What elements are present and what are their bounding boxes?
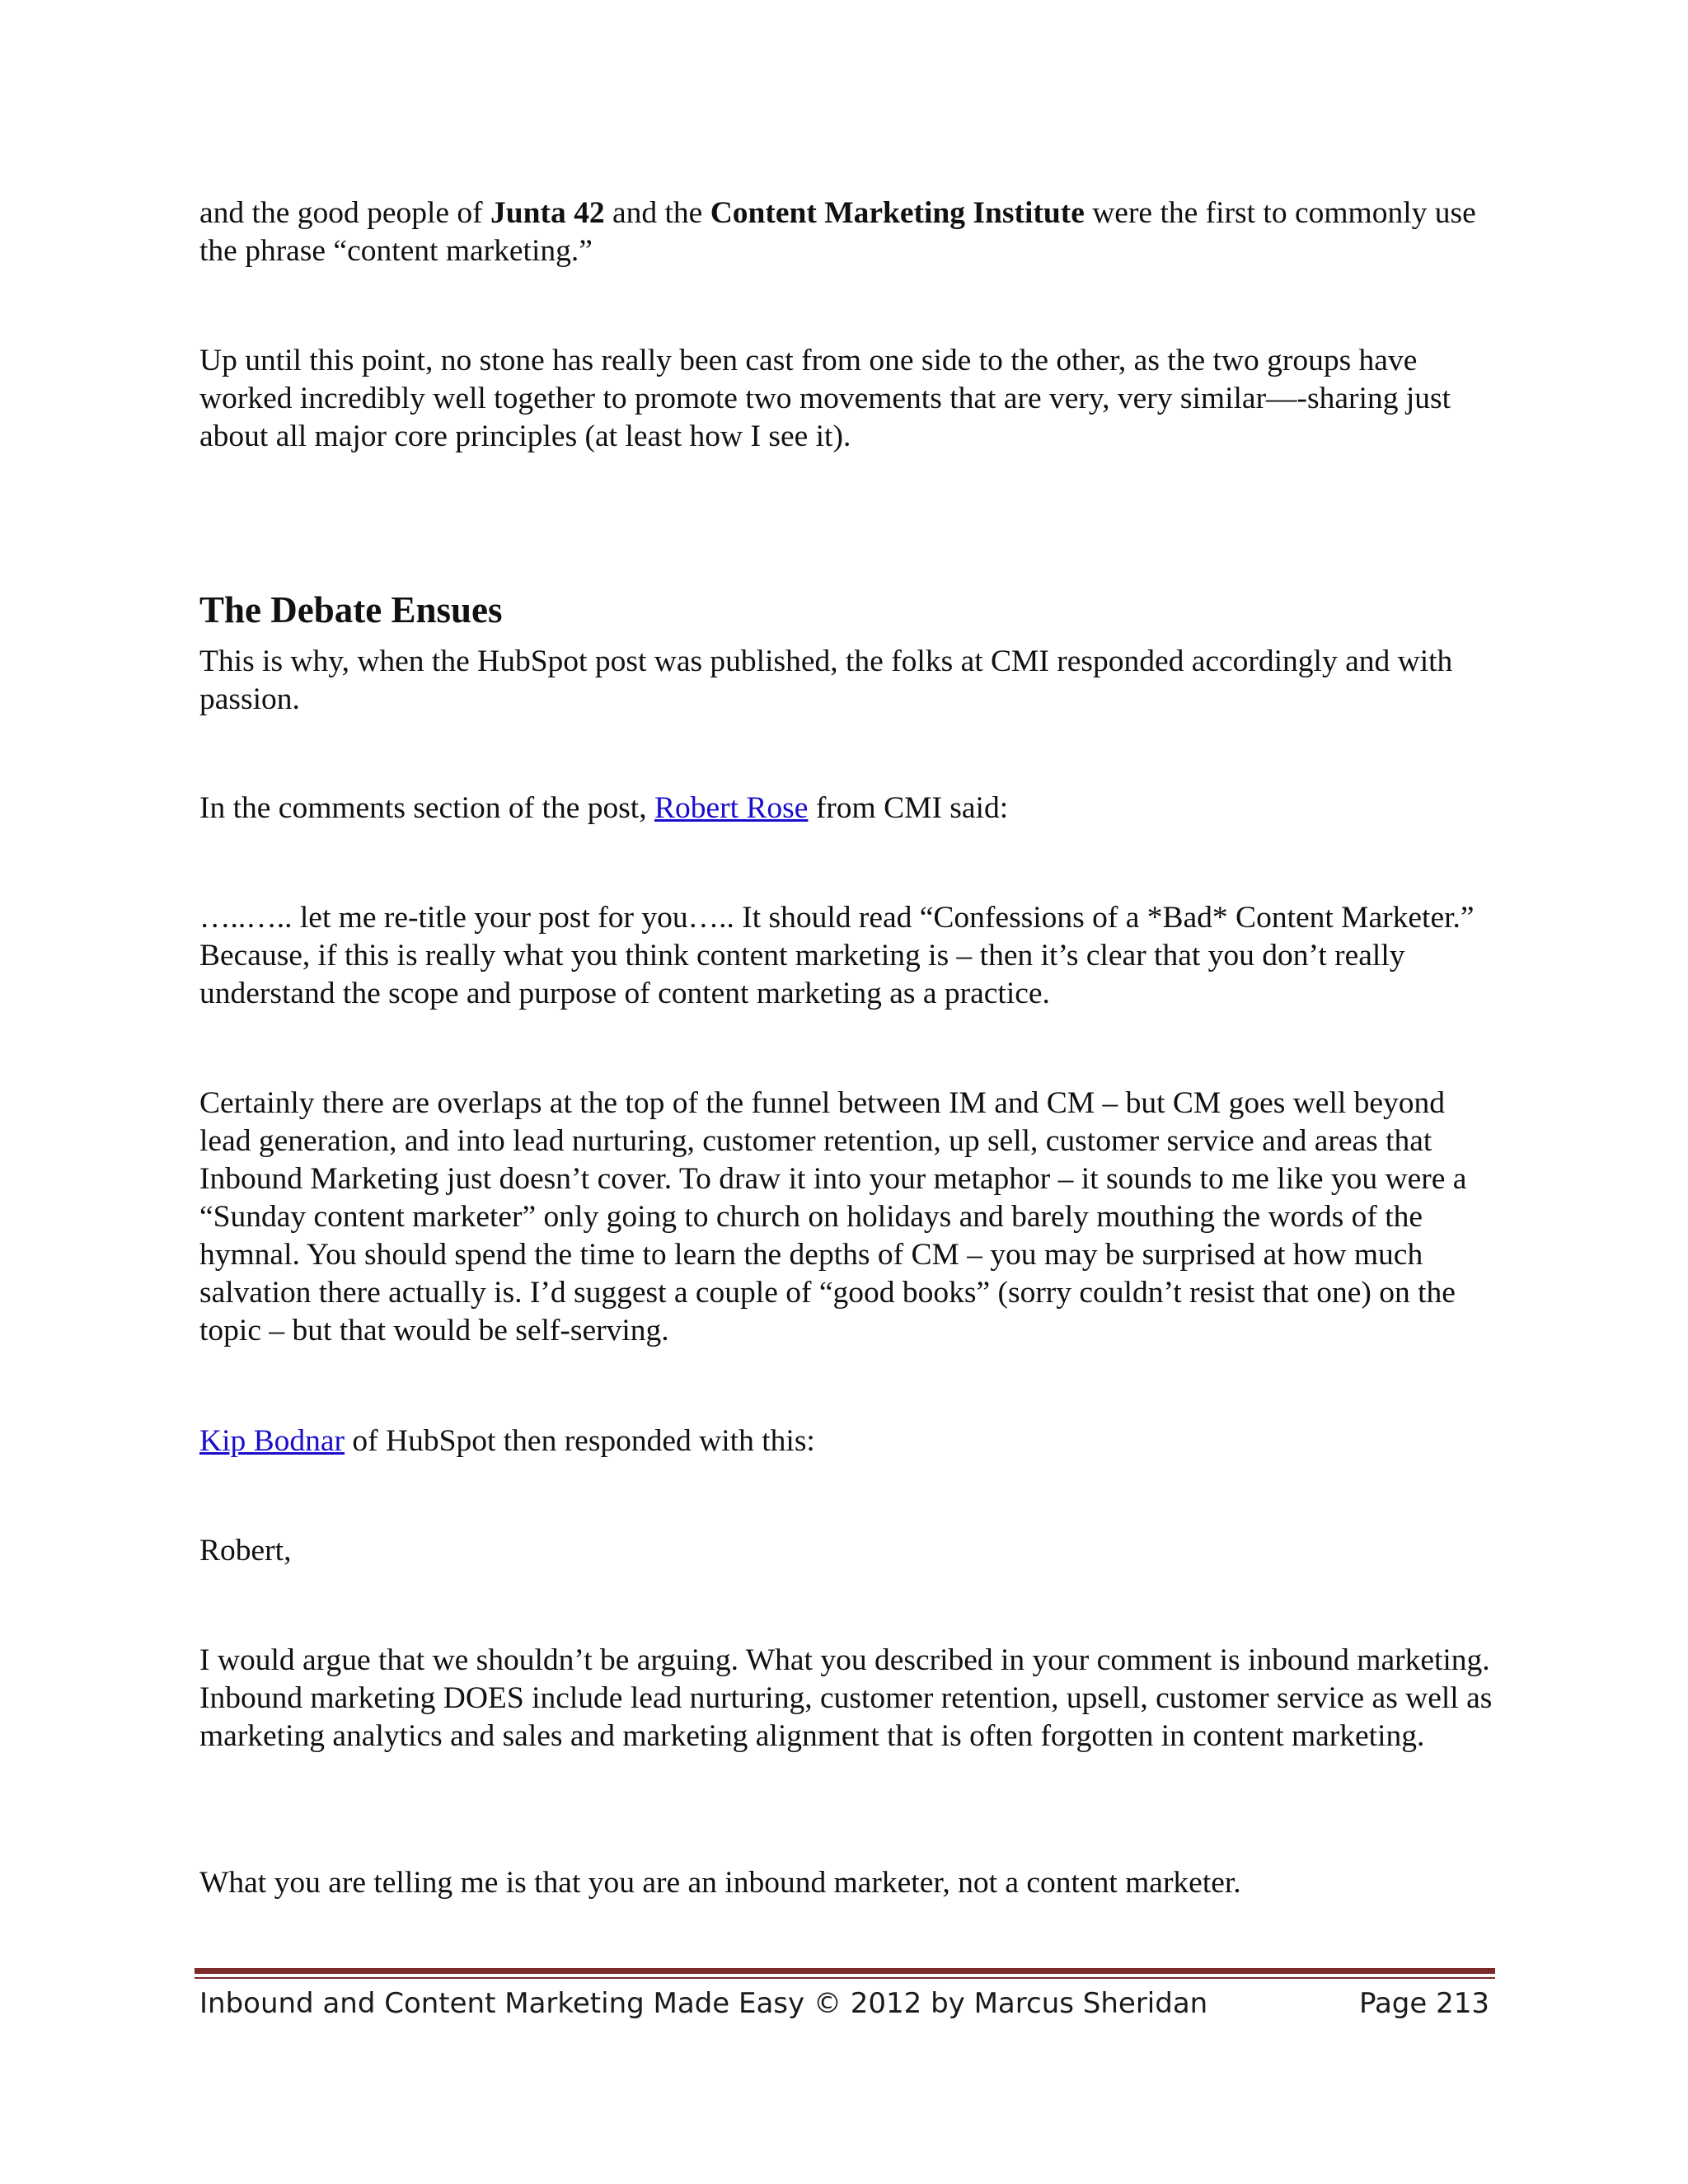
- bold-content-marketing-institute: Content Marketing Institute: [710, 196, 1085, 230]
- footer-rule: [195, 1968, 1495, 1974]
- footer-page-number: Page 213: [1358, 1987, 1489, 2020]
- paragraph-inbound-marketer: What you are telling me is that you are an inbound marketer, not a content marketer.: [199, 1866, 1241, 1900]
- paragraph-up-until: Up until this point, no stone has really been cast from one side to the other, as the two groups have worked incredibly well together to promote two movements that are very, very similar—-sharing just about all major core principles (at least how I see it).: [199, 344, 1451, 453]
- paragraph-intro: [199, 194, 1493, 270]
- kip-bodnar-link[interactable]: Kip Bodnar: [199, 1424, 345, 1458]
- text-run: of HubSpot then responded with this:: [345, 1424, 815, 1458]
- footer-rule-thin: [195, 1977, 1495, 1979]
- paragraph-kip-response: [199, 1422, 1493, 1460]
- paragraph-salutation: Robert,: [199, 1534, 292, 1568]
- text-run: and the good people of: [199, 196, 491, 230]
- section-heading: The Debate Ensues: [199, 589, 503, 630]
- text-run: from CMI said:: [808, 791, 1009, 825]
- robert-rose-link[interactable]: Robert Rose: [654, 791, 809, 825]
- paragraph-quote-overlaps: Certainly there are overlaps at the top of the funnel between IM and CM – but CM goes well beyond lead generation, and into lead nurturing, customer retention, up sell, customer service and areas that Inbound Marketing just doesn’t cover. To draw it into your metaphor – it sounds to me like you were a “Sunday content marketer” only going to church on holidays and barely mouthing the words of the hymnal. You should spend the time to learn the depths of CM – you may be surprised at how much salvation there actually is. I’d suggest a couple of “good books” (sorry couldn’t resist that one) on the topic – but that would be self-serving.: [199, 1086, 1467, 1347]
- bold-junta-42: Junta 42: [490, 196, 605, 230]
- paragraph-argue: I would argue that we shouldn’t be arguing. What you described in your comment is inbound marketing. Inbound marketing DOES include lead nurturing, customer retention, upsell, customer service as well as marketing analytics and sales and marketing alignment that is often forgotten in content marketing.: [199, 1643, 1493, 1753]
- paragraph-hubspot-post: This is why, when the HubSpot post was published, the folks at CMI responded accordingly and with passion.: [199, 644, 1453, 716]
- text-run: In the comments section of the post,: [199, 791, 654, 825]
- paragraph-comments-section: [199, 790, 1493, 827]
- text-run: were the first to commonly use the phrase “content marketing.”: [199, 196, 1476, 268]
- paragraph-quote-retitle: …..….. let me re-title your post for you….. It should read “Confessions of a *Bad* Content Marketer.” Because, if this is really what you think content marketing is – then it’s clear that you don’t really understand the scope and purpose of content marketing as a practice.: [199, 901, 1475, 1010]
- text-run: and the: [604, 196, 710, 230]
- footer-title: Inbound and Content Marketing Made Easy © 2012 by Marcus Sheridan: [199, 1987, 1208, 2020]
